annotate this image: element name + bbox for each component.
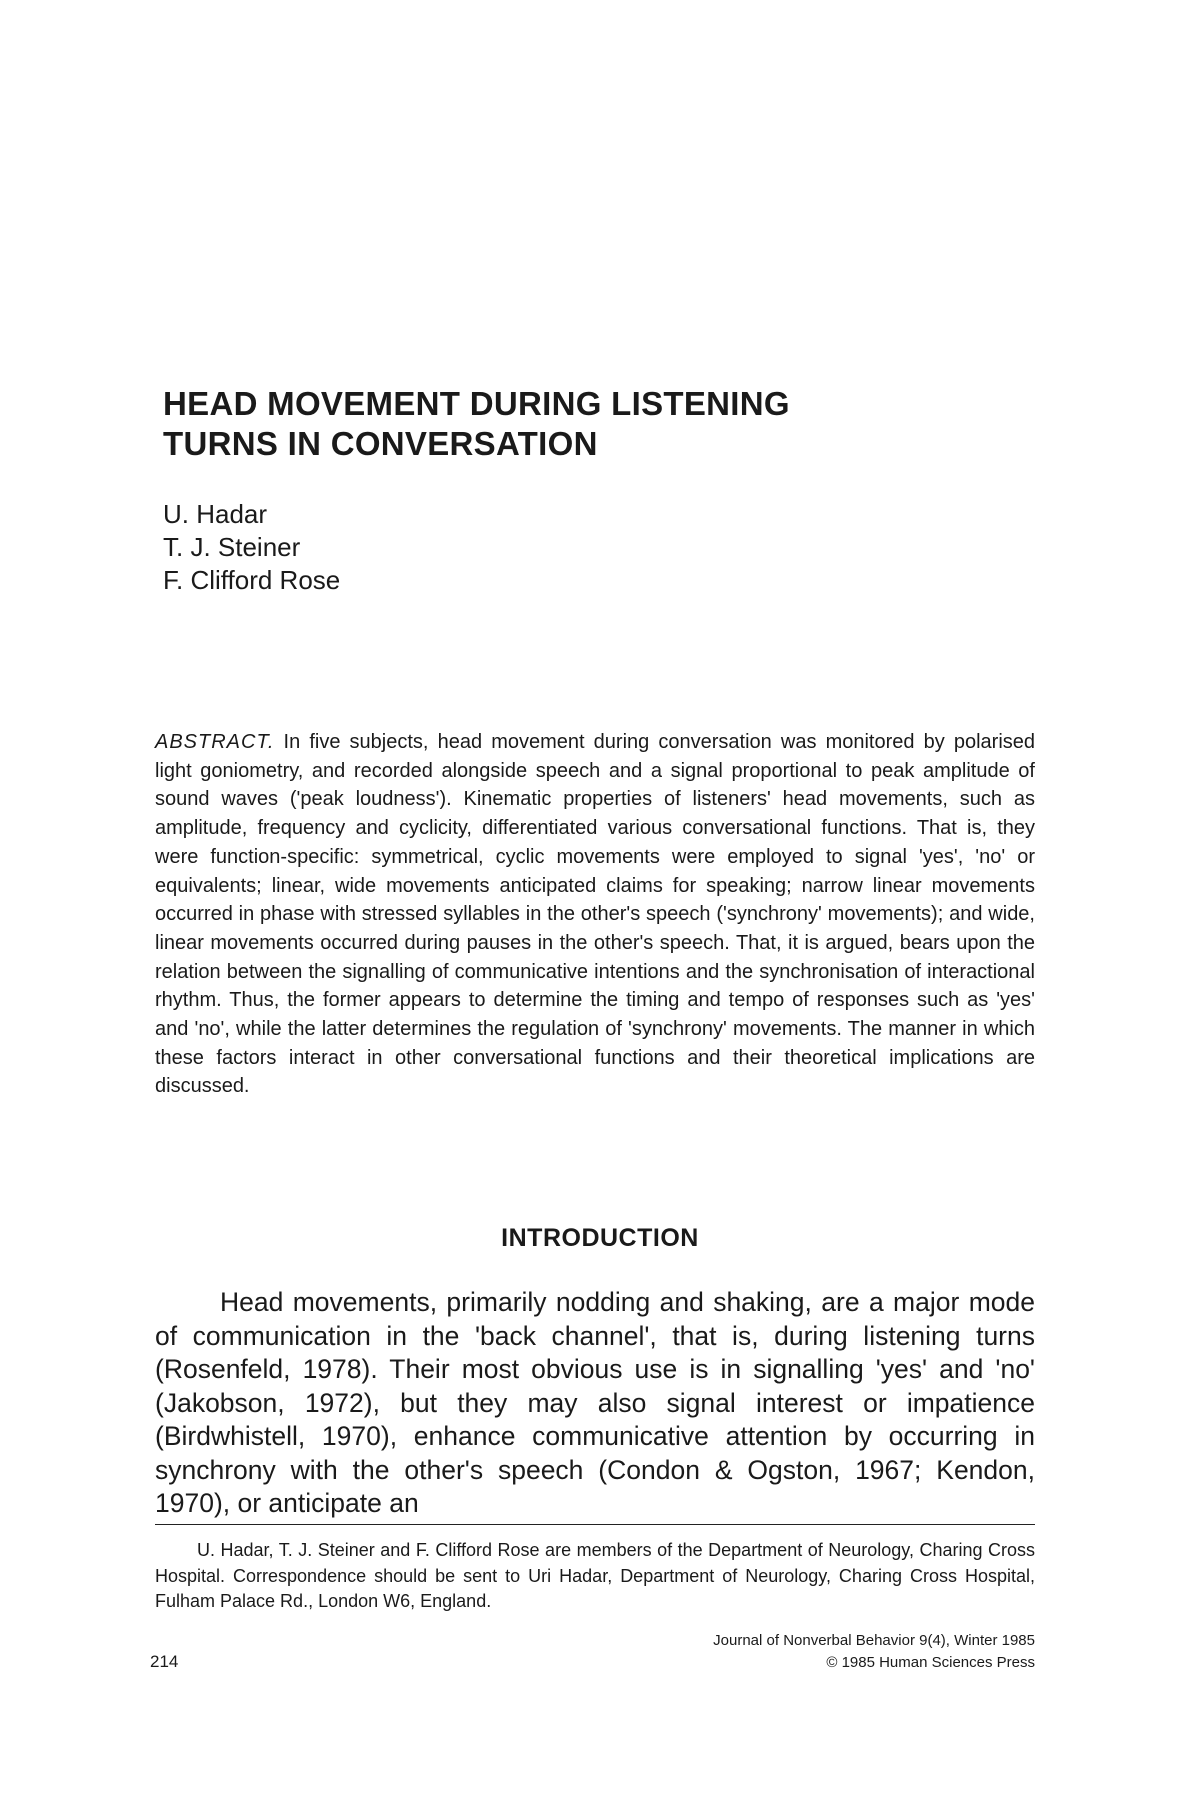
journal-line: Journal of Nonverbal Behavior 9(4), Winter 1985 — [713, 1632, 1035, 1649]
abstract — [155, 728, 1035, 1101]
author-affiliation-footnote: U. Hadar, T. J. Steiner and F. Clifford Rose are members of the Department of Neurology, Charing Cross Hospital. Correspondence should be sent to Uri Hadar, Department of Neurology, Charing Cross Hospital, Fulham Palace Rd., London W6, England. — [155, 1540, 1035, 1611]
article-title — [163, 384, 1063, 464]
page-number: 214 — [150, 1652, 179, 1671]
author-name: U. Hadar — [163, 499, 268, 529]
abstract-text: In five subjects, head movement during conversation was monitored by polarised light goniometry, and recorded alongside speech and a signal proportional to peak amplitude of sound waves ('peak loudness'). Kinematic properties of listeners' head movements, such as amplitude, frequency and cyclicity, differentiated various conversational functions. That is, they were function-specific: symmetrical, cyclic movements were employed to signal 'yes', 'no' or equivalents; linear, wide movements anticipated claims for speaking; narrow linear movements occurred in phase with stressed syllables in the other's speech ('synchrony' movements); and wide, linear movements occurred during pauses in the other's speech. That, it is argued, bears upon the relation between the signalling of communicative intentions and the synchronisation of interactional rhythm. Thus, the former appears to determine the timing and tempo of responses such as 'yes' and 'no', while the latter determines the regulation of 'synchrony' movements. The manner in which these factors interact in other conversational functions and their theoretical implications are discussed. — [155, 731, 1036, 1098]
section-heading-introduction: INTRODUCTION — [501, 1224, 699, 1252]
article-title-line: HEAD MOVEMENT DURING LISTENING — [163, 385, 790, 422]
article-title-line: TURNS IN CONVERSATION — [163, 425, 598, 462]
author-name: T. J. Steiner — [163, 532, 301, 562]
footnote-divider — [155, 1524, 1035, 1525]
copyright-line: © 1985 Human Sciences Press — [826, 1654, 1035, 1671]
journal-citation — [535, 1630, 1035, 1674]
author-list — [163, 498, 763, 597]
author-name: F. Clifford Rose — [163, 565, 341, 595]
abstract-label: ABSTRACT. — [155, 731, 275, 753]
introduction-paragraph: Head movements, primarily nodding and shaking, are a major mode of communication in the 'back channel', that is, during listening turns (Rosenfeld, 1978). Their most obvious use is in signalling 'yes' and 'no' (Jakobson, 1972), but they may also signal interest or impatience (Birdwhistell, 1970), enhance communicative attention by occurring in synchrony with the other's speech (Condon & Ogston, 1967; Kendon, 1970), or anticipate an — [155, 1287, 1035, 1518]
